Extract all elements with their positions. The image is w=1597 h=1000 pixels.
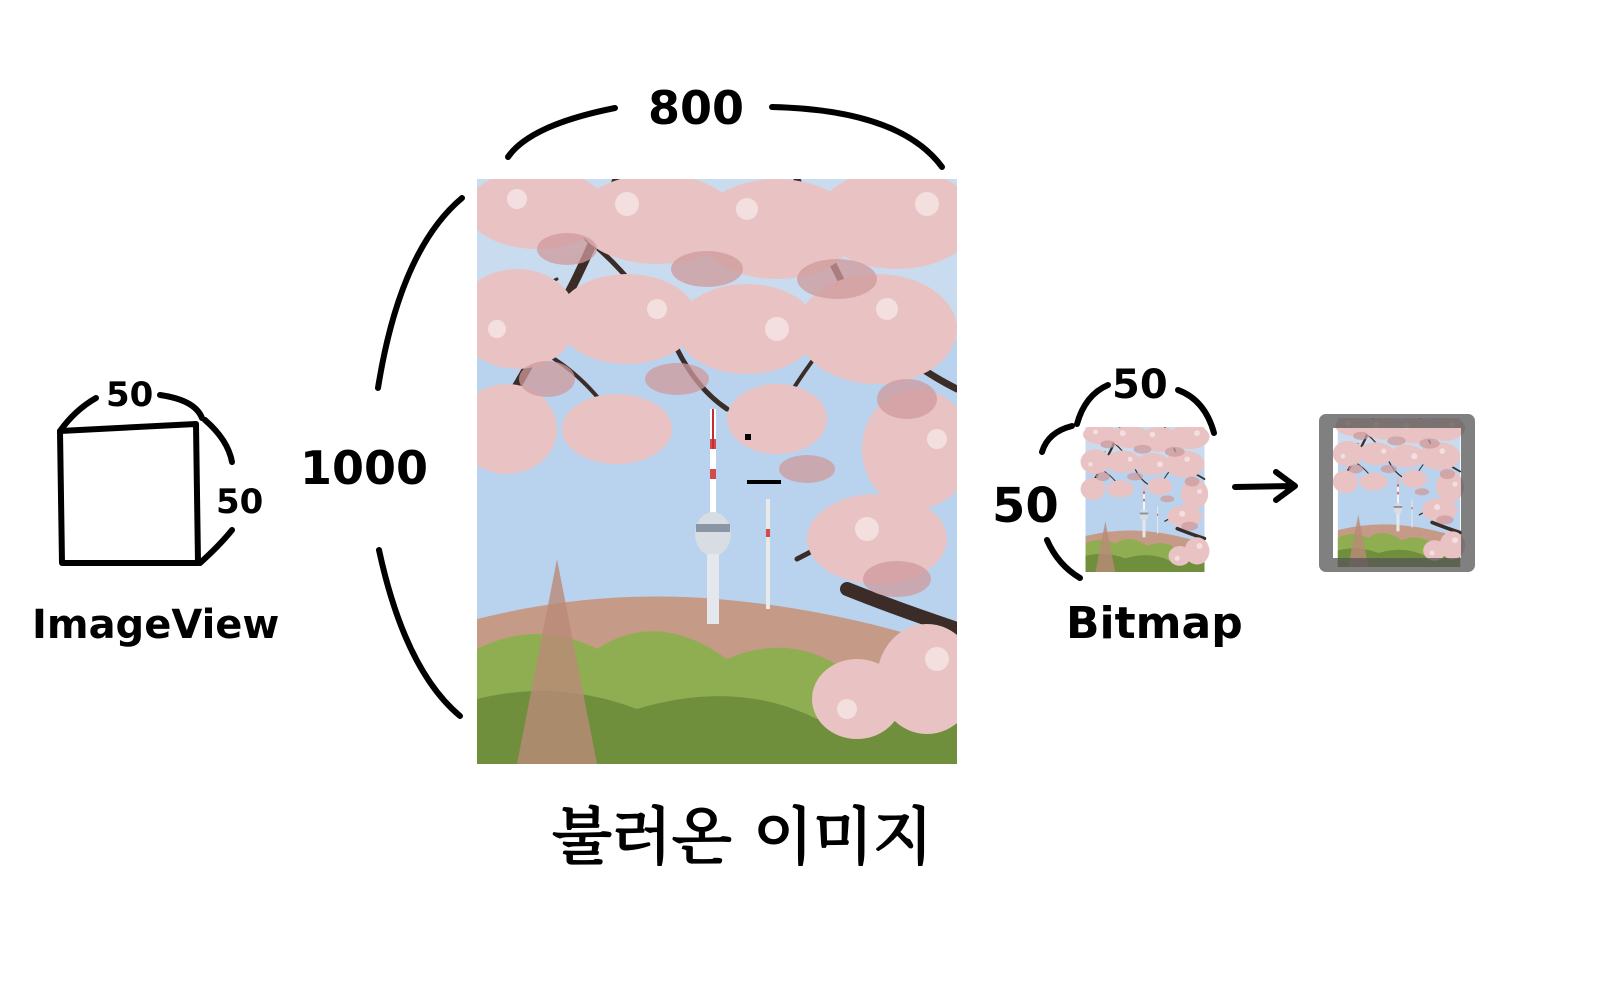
bitmap-label: Bitmap [1066, 598, 1243, 649]
imageview-box [60, 424, 198, 563]
imageview-label: ImageView [32, 602, 280, 648]
loaded-image-photo [457, 169, 977, 764]
loaded-image-caption: 불러온 이미지 [552, 800, 933, 873]
loaded-image-width-label: 800 [648, 81, 745, 135]
loaded-image-group [300, 81, 977, 873]
imageview-width-label: 50 [106, 375, 154, 415]
imageview-height-label: 50 [216, 482, 264, 522]
result-thumbnail-group [1326, 415, 1468, 567]
loaded-image-height-label: 1000 [300, 441, 429, 495]
result-photo [1333, 415, 1465, 567]
imageview-depth-top-left [60, 398, 96, 431]
imageview-depth-top-right [160, 395, 202, 418]
arrow-icon [1235, 472, 1295, 500]
loaded-image-height-brace-bottom [379, 550, 460, 716]
bitmap-group [992, 362, 1295, 649]
bitmap-height-brace-top [1042, 426, 1072, 452]
bitmap-photo [1081, 425, 1210, 572]
bitmap-height-label: 50 [992, 478, 1059, 534]
bitmap-width-brace-left [1077, 385, 1108, 424]
photo-marker-dash [747, 480, 781, 484]
loaded-image-width-brace-right [772, 107, 942, 167]
bitmap-width-label: 50 [1112, 362, 1168, 408]
loaded-image-width-brace-left [508, 108, 615, 157]
loaded-image-height-brace-top [378, 198, 462, 388]
photo-marker-dot [745, 434, 751, 440]
bitmap-width-brace-right [1178, 390, 1214, 433]
bitmap-height-brace-bottom [1047, 540, 1080, 578]
imageview-depth-side [205, 420, 232, 462]
imageview-group [32, 375, 279, 648]
imageview-depth-bottom [200, 530, 232, 563]
